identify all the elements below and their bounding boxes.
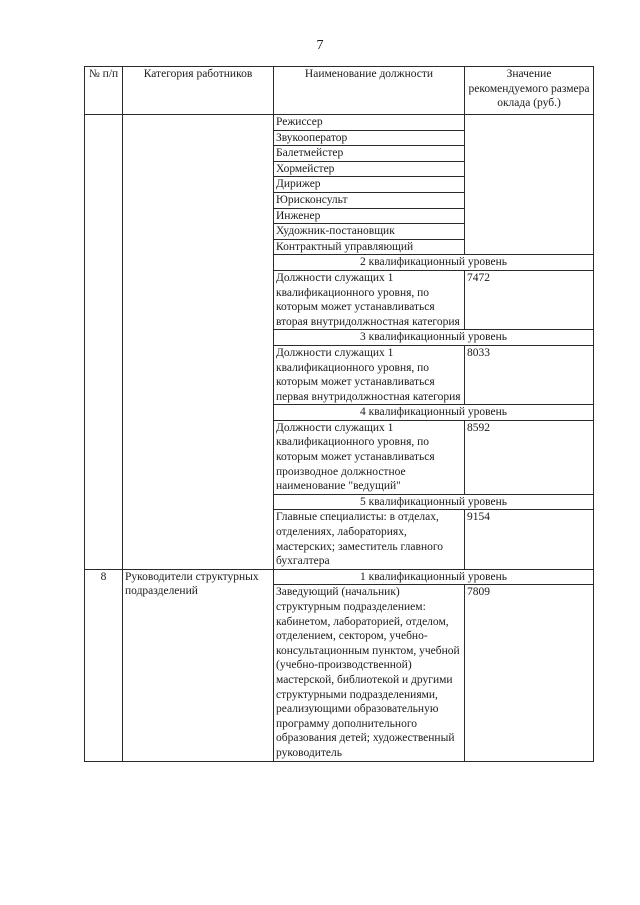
position-cell: Юрисконсульт bbox=[274, 192, 465, 208]
category-cell-empty bbox=[123, 115, 274, 570]
header-category: Категория работников bbox=[123, 67, 274, 115]
salary-cell: 8033 bbox=[465, 345, 594, 404]
position-cell: Контрактный управляющий bbox=[274, 239, 465, 255]
level-title: 1 квалификационный уровень bbox=[274, 569, 594, 585]
position-cell: Режиссер bbox=[274, 115, 465, 131]
salary-cell: 7809 bbox=[465, 585, 594, 761]
position-cell: Должности служащих 1 квалификационного уровня, по которым может устанавливаться первая внутридолжностная категория bbox=[274, 345, 465, 404]
level-title: 3 квалификационный уровень bbox=[274, 330, 594, 346]
position-cell: Должности служащих 1 квалификационного уровня, по которым может устанавливаться вторая внутридолжностная категория bbox=[274, 270, 465, 329]
position-cell: Хормейстер bbox=[274, 161, 465, 177]
position-cell: Балетмейстер bbox=[274, 146, 465, 162]
table-row bbox=[85, 115, 594, 131]
level-row bbox=[85, 569, 594, 585]
page-number: 7 bbox=[316, 38, 324, 53]
level-title: 5 квалификационный уровень bbox=[274, 494, 594, 510]
section-num: 8 bbox=[85, 569, 123, 761]
level-title: 4 квалификационный уровень bbox=[274, 405, 594, 421]
header-salary: Значение рекомендуемого размера оклада (руб.) bbox=[465, 67, 594, 115]
position-cell: Звукооператор bbox=[274, 130, 465, 146]
salary-cell: 9154 bbox=[465, 510, 594, 569]
salary-cell: 7472 bbox=[465, 270, 594, 329]
section-category: Руководители структурных подразделений bbox=[123, 569, 274, 761]
position-cell: Должности служащих 1 квалификационного уровня, по которым может устанавливаться производное должностное наименование "ведущий" bbox=[274, 420, 465, 494]
position-cell: Дирижер bbox=[274, 177, 465, 193]
num-cell-empty bbox=[85, 115, 123, 570]
header-position: Наименование должности bbox=[274, 67, 465, 115]
salary-cell-empty bbox=[465, 115, 594, 255]
position-cell: Главные специалисты: в отделах, отделениях, лабораториях, мастерских; заместитель главного бухгалтера bbox=[274, 510, 465, 569]
position-cell: Инженер bbox=[274, 208, 465, 224]
position-cell: Заведующий (начальник) структурным подразделением: кабинетом, лабораторией, отделом, отделением, сектором, учебно-консультационным пунктом, учебной (учебно-производственной) мастерской, библиотекой и другими структурными подразделениями, реализующими образовательную программу дополнительного образования детей; художественный руководитель bbox=[274, 585, 465, 761]
salary-cell: 8592 bbox=[465, 420, 594, 494]
position-cell: Художник-постановщик bbox=[274, 224, 465, 240]
level-title: 2 квалификационный уровень bbox=[274, 255, 594, 271]
salary-table bbox=[84, 66, 594, 762]
table-header-row bbox=[85, 67, 594, 115]
header-num: № п/п bbox=[85, 67, 123, 115]
